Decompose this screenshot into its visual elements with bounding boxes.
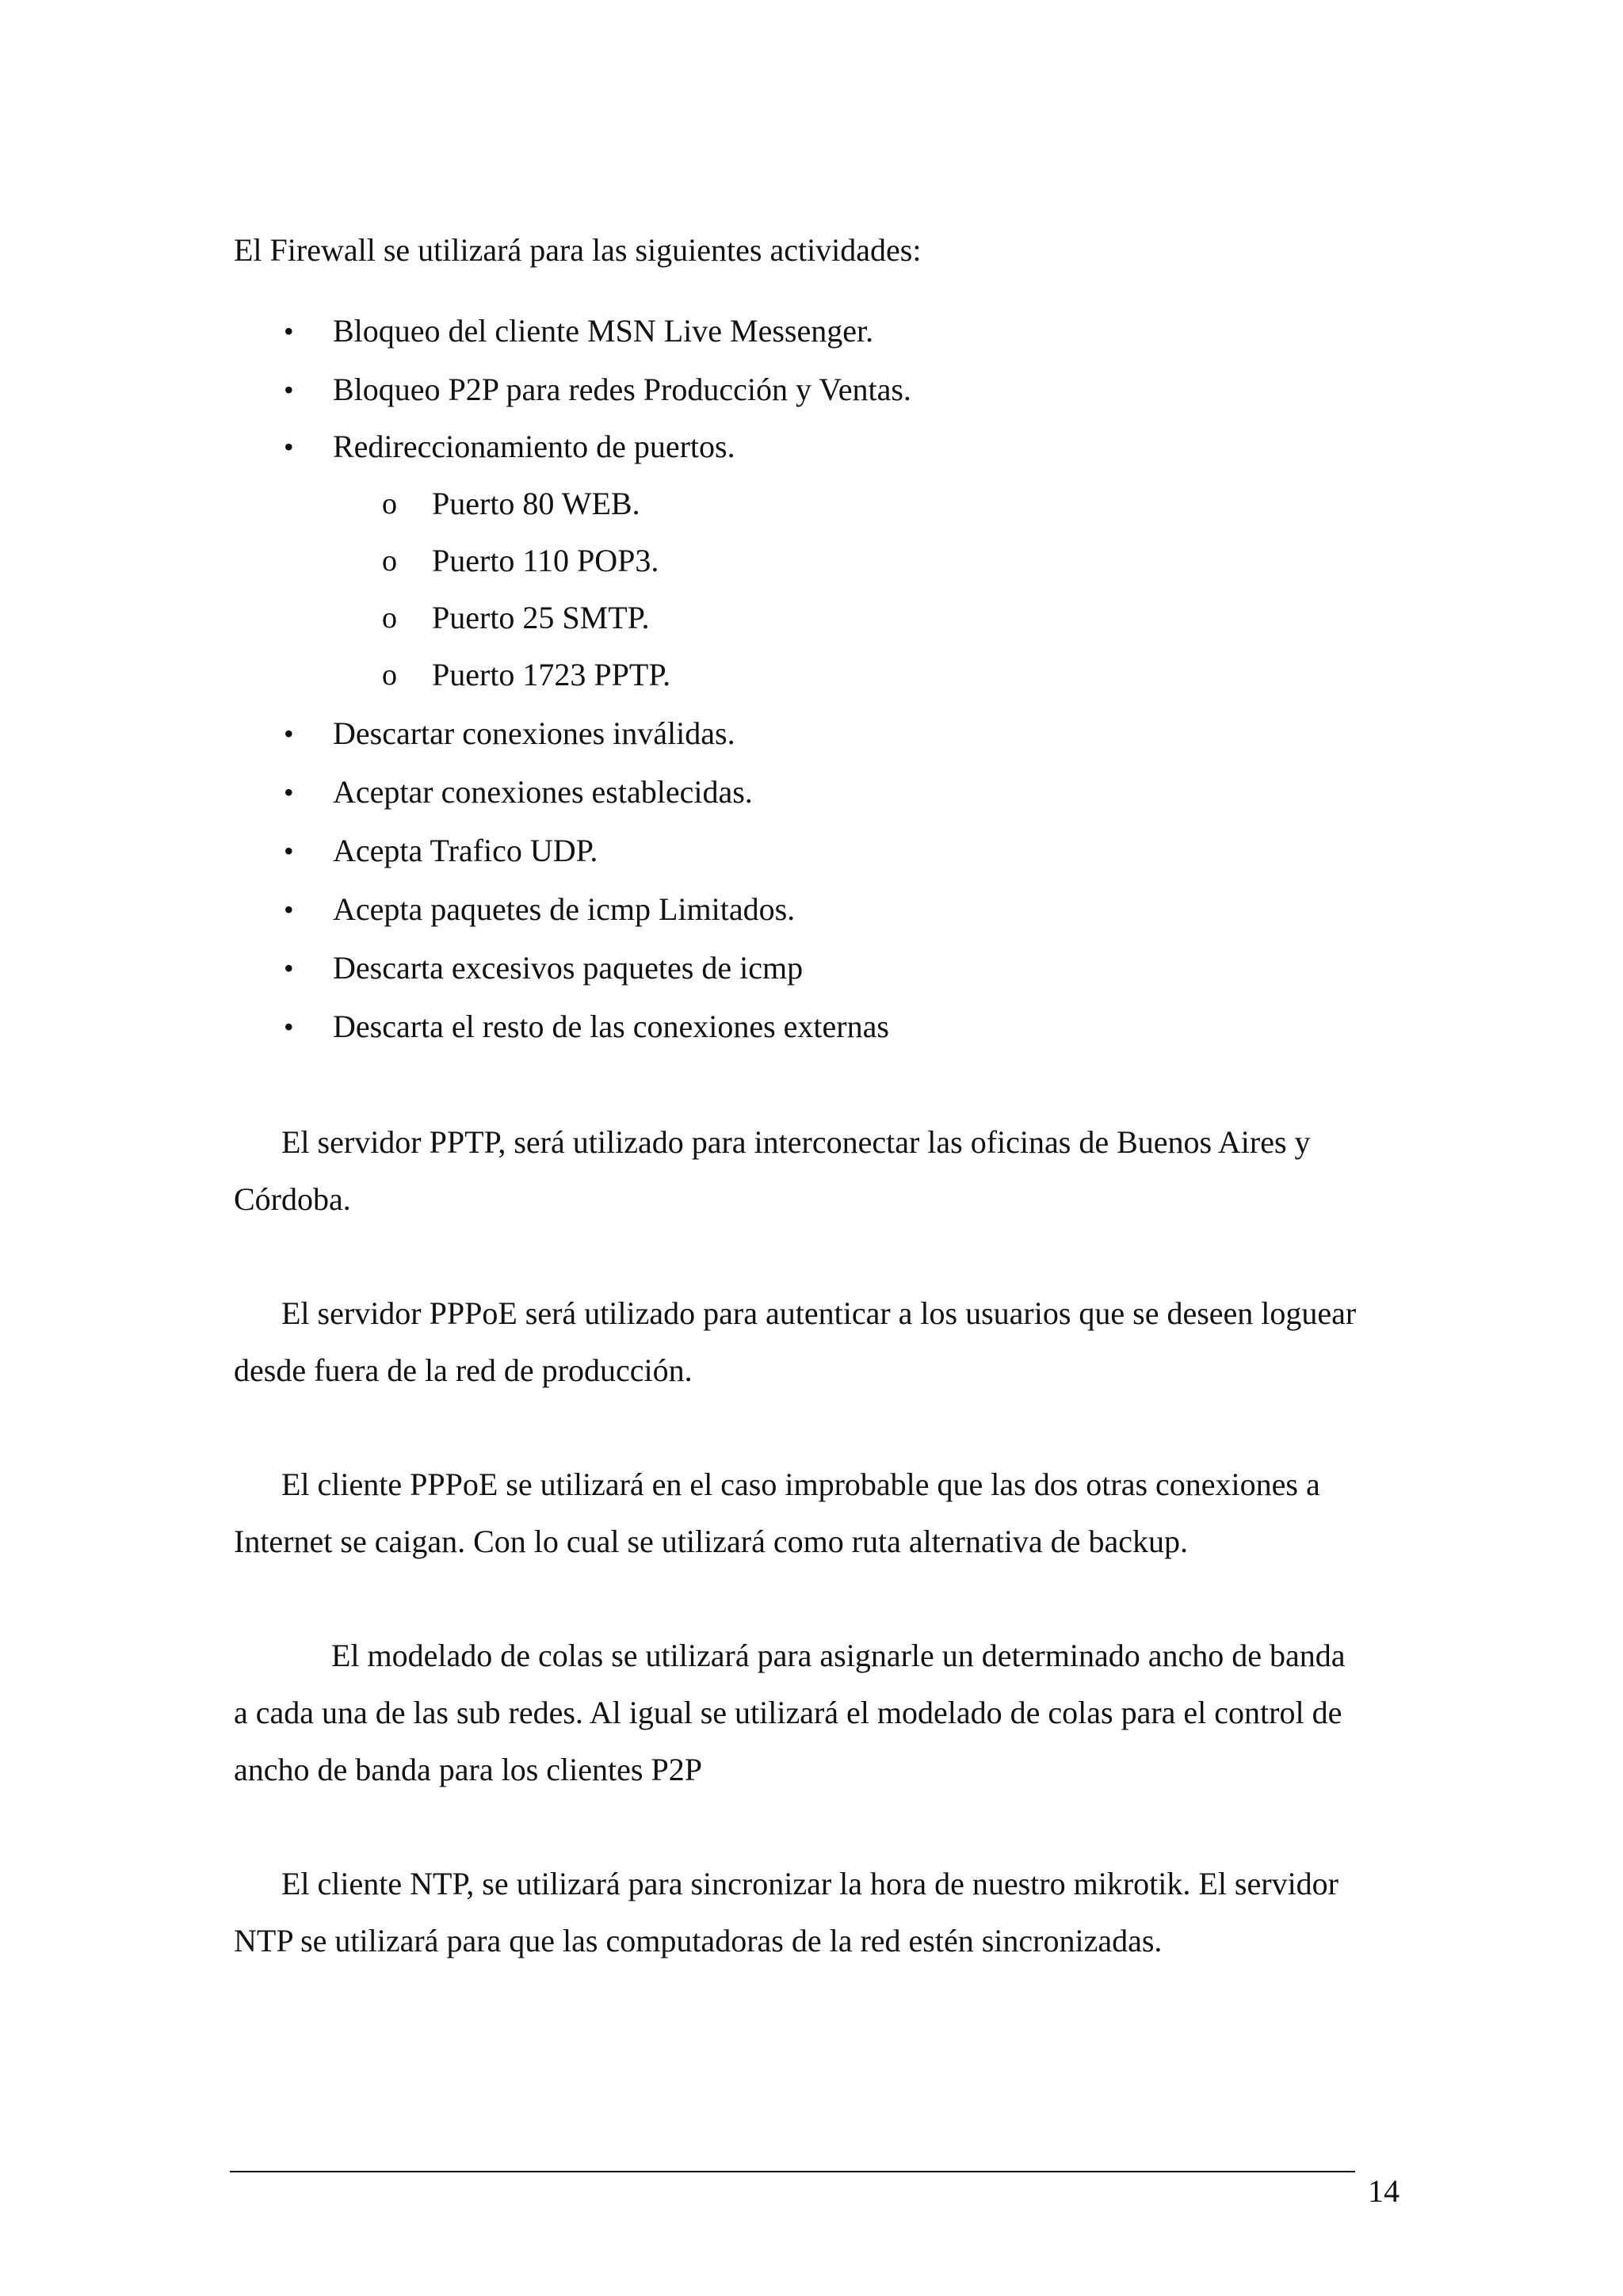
paragraph-queues-line-2: a cada una de las sub redes. Al igual se utilizará el modelado de colas para el control de [234,1695,1342,1730]
list-item-text: Descarta el resto de las conexiones externas [333,1009,889,1044]
paragraph-pptp-line-1: El servidor PPTP, será utilizado para interconectar las oficinas de Buenos Aires y [281,1124,1311,1160]
sub-bullet-icon: o [382,487,397,521]
list-item-text: Bloqueo del cliente MSN Live Messenger. [333,313,874,349]
bullet-icon: • [284,315,294,347]
list-item-text: Descartar conexiones inválidas. [333,715,735,751]
bullet-icon: • [284,1011,294,1043]
bullet-icon: • [284,776,294,808]
list-item-text: Aceptar conexiones establecidas. [333,774,753,810]
paragraph-queues-line-3: ancho de banda para los clientes P2P [234,1752,702,1787]
bullet-icon: • [284,952,294,984]
sub-list-item-text: Puerto 1723 PPTP. [432,657,671,692]
paragraph-ntp-line-2: NTP se utilizará para que las computadoras de la red estén sincronizadas. [234,1923,1163,1958]
sub-bullet-icon: o [382,544,397,578]
bullet-icon: • [284,431,294,463]
sub-bullet-icon: o [382,658,397,692]
paragraph-pppoe-server-line-1: El servidor PPPoE será utilizado para autenticar a los usuarios que se deseen loguear [281,1295,1357,1331]
bullet-icon: • [284,374,294,406]
footer-divider [230,2171,1355,2172]
list-item-text: Acepta Trafico UDP. [333,833,598,868]
paragraph-ntp-line-1: El cliente NTP, se utilizará para sincronizar la hora de nuestro mikrotik. El servidor [281,1866,1339,1901]
sub-list-item-text: Puerto 80 WEB. [432,486,640,521]
paragraph-pppoe-client-line-1: El cliente PPPoE se utilizará en el caso improbable que las dos otras conexiones a [281,1466,1320,1502]
list-item-text: Descarta excesivos paquetes de icmp [333,950,804,986]
bullet-icon: • [284,894,294,925]
bullet-icon: • [284,718,294,749]
sub-bullet-icon: o [382,601,397,635]
paragraph-pppoe-client-line-2: Internet se caigan. Con lo cual se utilizará como ruta alternativa de backup. [234,1524,1188,1559]
sub-list-item-text: Puerto 110 POP3. [432,543,659,578]
page-number: 14 [1368,2173,1400,2209]
bullet-icon: • [284,835,294,867]
sub-list-item-text: Puerto 25 SMTP. [432,600,650,635]
list-item-text: Acepta paquetes de icmp Limitados. [333,891,796,927]
paragraph-queues-line-1: El modelado de colas se utilizará para asignarle un determinado ancho de banda [331,1638,1346,1673]
intro-sentence: El Firewall se utilizará para las siguientes actividades: [234,232,922,268]
list-item-text: Redireccionamiento de puertos. [333,429,735,464]
paragraph-pppoe-server-line-2: desde fuera de la red de producción. [234,1352,693,1388]
list-item-text: Bloqueo P2P para redes Producción y Ventas. [333,372,911,407]
paragraph-pptp-line-2: Córdoba. [234,1181,351,1217]
